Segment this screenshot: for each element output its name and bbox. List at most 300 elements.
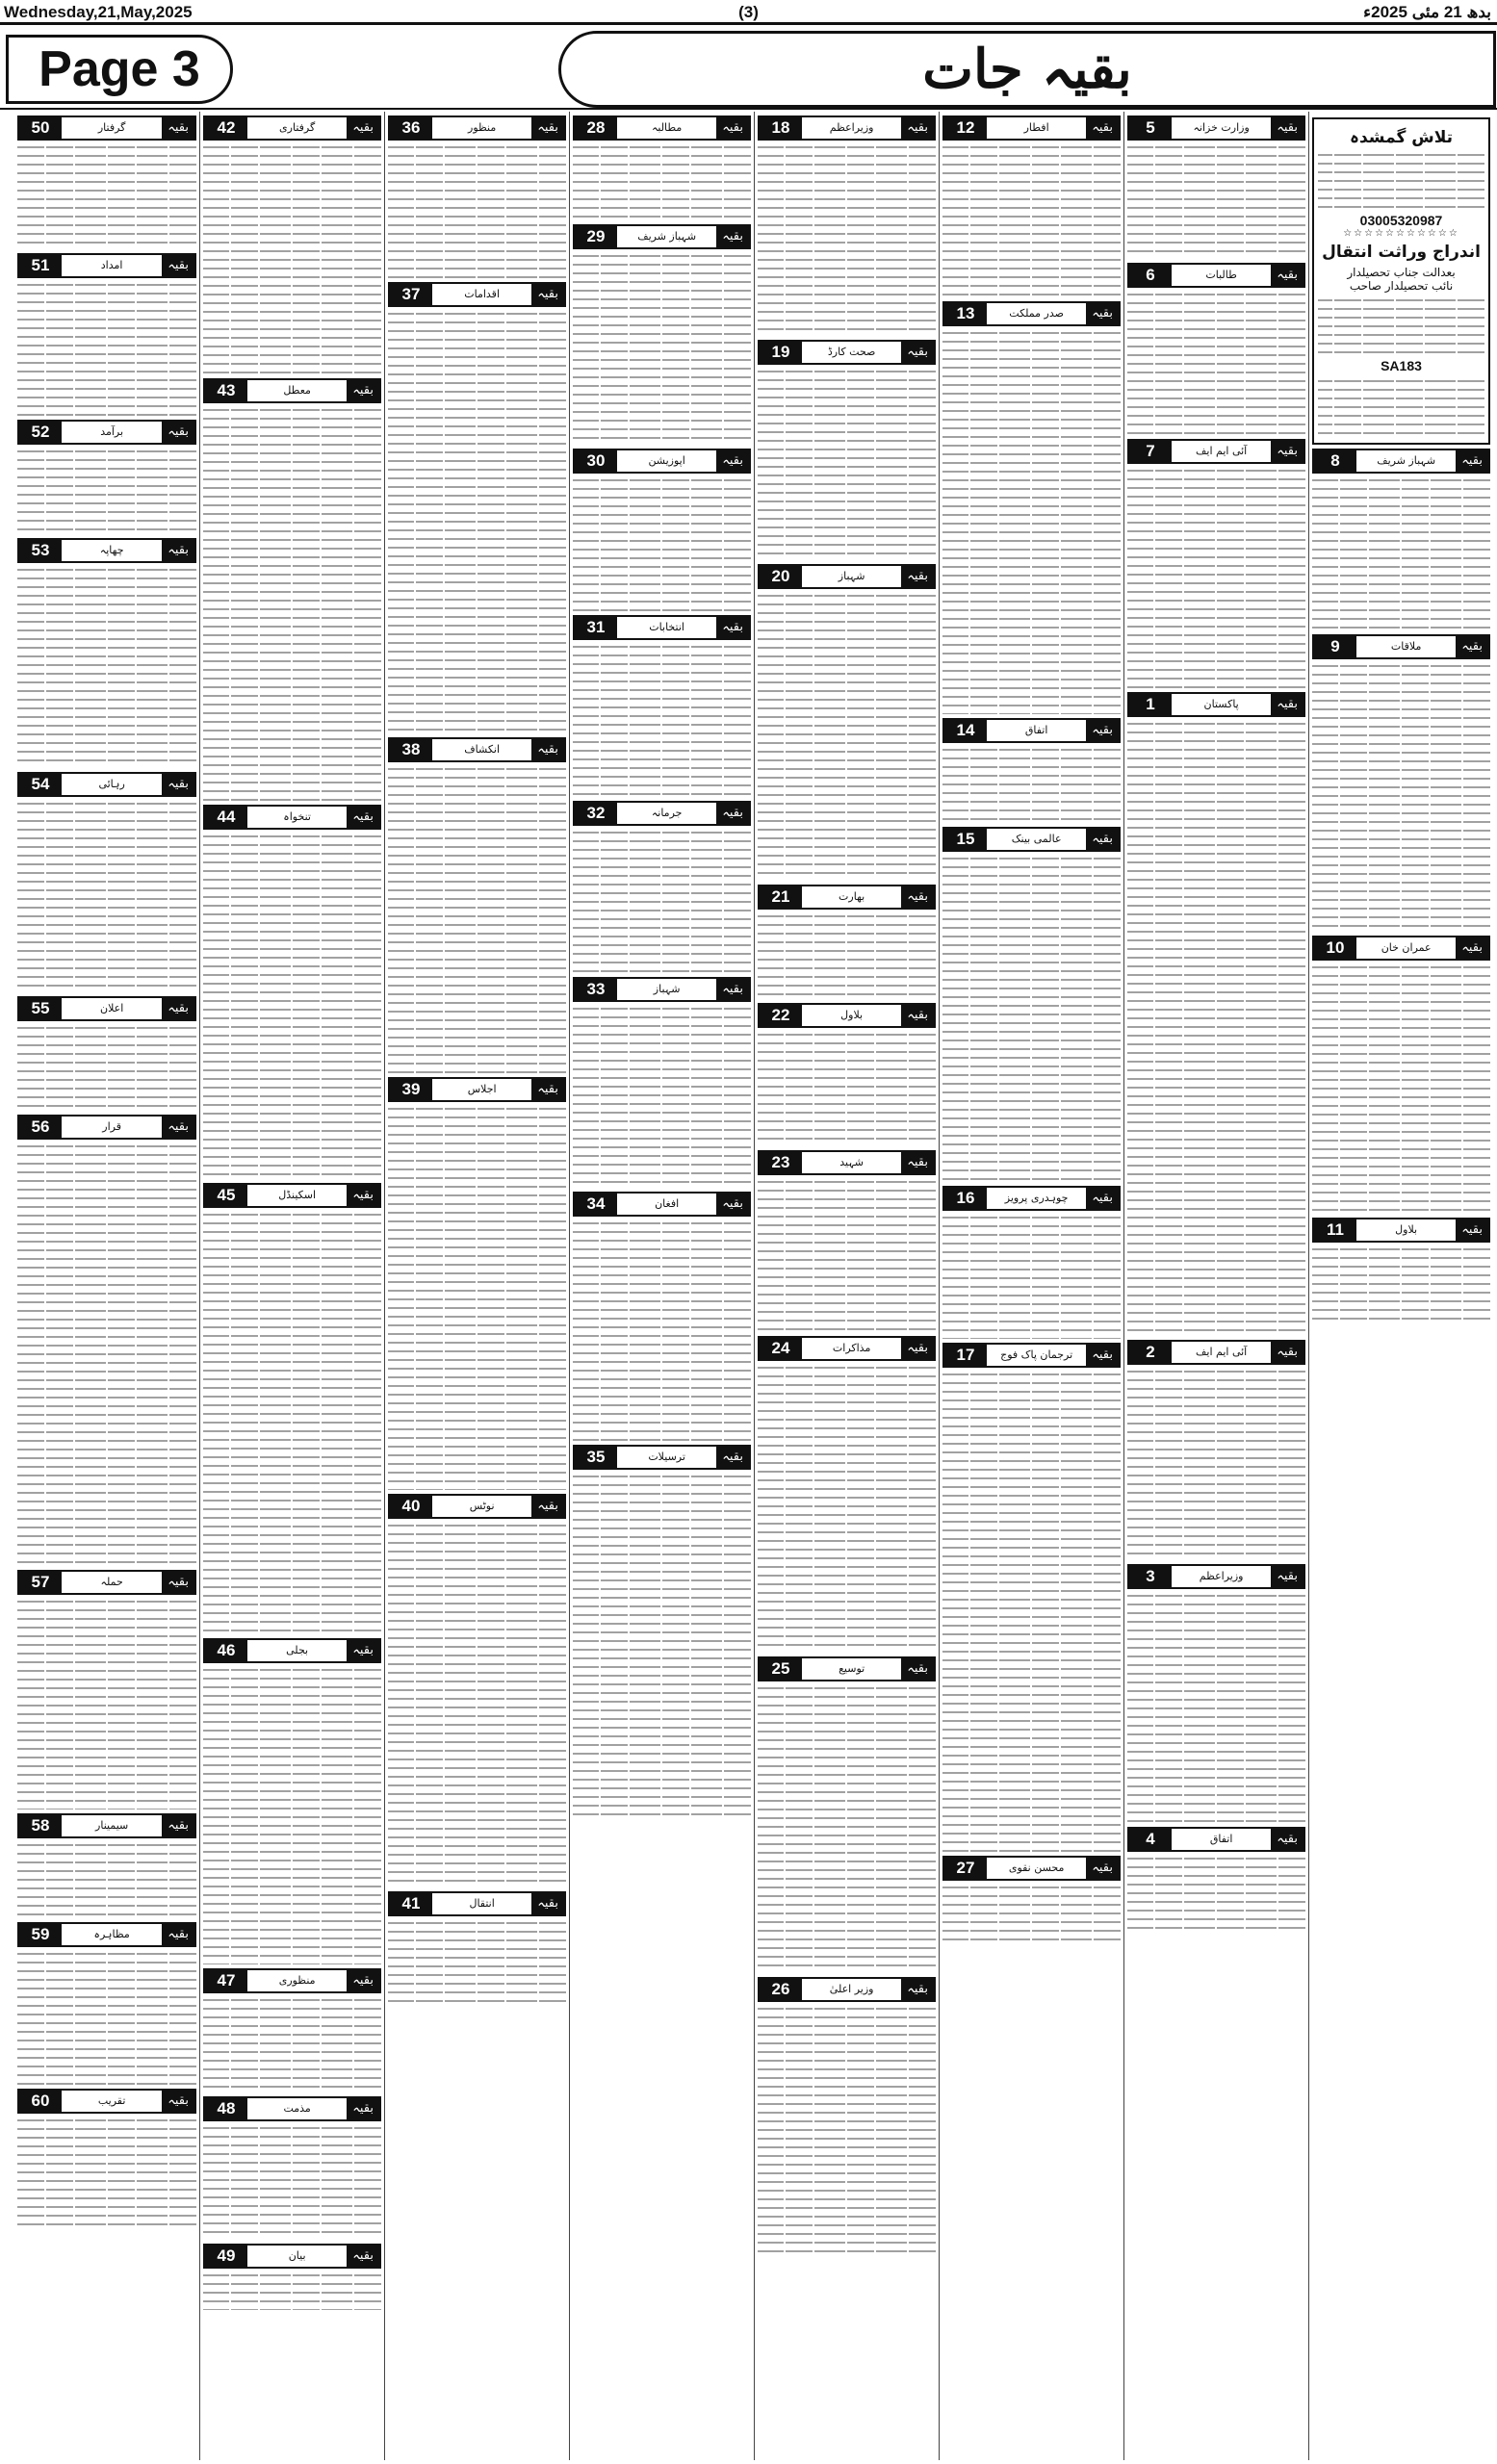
dateline [0, 0, 1497, 25]
baqiya-body-text [17, 1841, 196, 1918]
baqiya-number: 55 [19, 998, 62, 1019]
baqiya-header [942, 827, 1121, 852]
classified-lost-title: تلاش گمشدہ [1349, 128, 1454, 147]
baqiya-topic: بجلی [286, 1644, 309, 1656]
baqiya-item [758, 1336, 936, 1653]
baqiya-header [942, 1856, 1121, 1881]
urdu-date: بدھ 21 مئی 2025ء [1363, 3, 1491, 21]
baqiya-number: 58 [19, 1815, 62, 1836]
baqiya-header [388, 1077, 566, 1102]
baqiya-item [17, 996, 196, 1111]
baqiya-number: 37 [390, 284, 432, 305]
baqiya-header [17, 538, 196, 563]
baqiya-item [388, 282, 566, 733]
baqiya-number: 25 [760, 1658, 802, 1680]
baqiya-topic: شہباز [838, 570, 865, 582]
baqiya-label: بقیہ [1271, 1566, 1303, 1587]
baqiya-item [758, 564, 936, 881]
baqiya-header [203, 1183, 381, 1208]
baqiya-number: 46 [205, 1640, 247, 1661]
baqiya-body-text [17, 1024, 196, 1111]
baqiya-label: بقیہ [1271, 1829, 1303, 1850]
baqiya-item [203, 1638, 381, 1964]
baqiya-topic: صدر مملکت [1009, 307, 1064, 320]
baqiya-header [1127, 116, 1305, 141]
baqiya-item [1312, 634, 1490, 932]
baqiya-number: 54 [19, 774, 62, 795]
baqiya-topic: نوٹس [469, 1500, 495, 1512]
baqiya-header [942, 116, 1121, 141]
baqiya-item [573, 449, 751, 611]
baqiya-header [758, 1656, 936, 1681]
baqiya-number: 52 [19, 422, 62, 443]
baqiya-label: بقیہ [1271, 694, 1303, 715]
baqiya-label: بقیہ [716, 1447, 749, 1468]
baqiya-number: 30 [575, 450, 617, 472]
baqiya-number: 10 [1314, 937, 1356, 959]
baqiya-topic: چھاپہ [99, 544, 124, 556]
baqiya-number: 27 [944, 1858, 987, 1879]
news-column [199, 112, 384, 2460]
baqiya-header [758, 116, 936, 141]
baqiya-label: بقیہ [347, 1640, 379, 1661]
baqiya-label: بقیہ [1271, 1342, 1303, 1363]
baqiya-header [17, 1922, 196, 1947]
baqiya-number: 15 [944, 829, 987, 850]
baqiya-number: 7 [1129, 441, 1172, 462]
baqiya-header [573, 116, 751, 141]
baqiya-body-text [758, 1178, 936, 1332]
baqiya-label: بقیہ [1086, 720, 1119, 741]
baqiya-topic: مذاکرات [832, 1342, 871, 1354]
baqiya-body-text [388, 1522, 566, 1887]
baqiya-body-text [573, 1005, 751, 1188]
baqiya-number: 28 [575, 117, 617, 139]
baqiya-number: 59 [19, 1924, 62, 1945]
baqiya-item [758, 885, 936, 999]
baqiya-header [17, 2089, 196, 2114]
baqiya-item [17, 116, 196, 249]
baqiya-topic: اعلان [100, 1002, 124, 1014]
baqiya-header [573, 1192, 751, 1217]
baqiya-item [17, 1570, 196, 1810]
classified-ad-lost [1312, 117, 1490, 445]
classified-phone: 03005320987 [1359, 213, 1443, 228]
baqiya-body-text [573, 1219, 751, 1441]
baqiya-topic: مطالبہ [651, 121, 683, 134]
baqiya-item [1127, 692, 1305, 1336]
baqiya-body-text [203, 2272, 381, 2310]
baqiya-header [758, 1977, 936, 2002]
baqiya-item [203, 116, 381, 374]
baqiya-number: 44 [205, 807, 247, 828]
baqiya-header [942, 718, 1121, 743]
baqiya-body-text [17, 2117, 196, 2232]
baqiya-label: بقیہ [716, 1194, 749, 1215]
news-column [754, 112, 939, 2460]
baqiya-header [573, 224, 751, 249]
baqiya-label: بقیہ [716, 450, 749, 472]
baqiya-item [17, 1922, 196, 2085]
baqiya-label: بقیہ [347, 1970, 379, 1991]
baqiya-header [1312, 634, 1490, 659]
baqiya-header [203, 805, 381, 830]
baqiya-topic: وزارت خزانہ [1193, 121, 1250, 134]
baqiya-body-text [758, 2005, 936, 2255]
baqiya-item [942, 1856, 1121, 1941]
baqiya-number: 38 [390, 739, 432, 760]
baqiya-body-text [17, 143, 196, 249]
baqiya-number: 34 [575, 1194, 617, 1215]
baqiya-label: بقیہ [162, 255, 194, 276]
baqiya-number: 32 [575, 803, 617, 824]
baqiya-header [17, 1570, 196, 1595]
baqiya-item [573, 224, 751, 445]
baqiya-number: 56 [19, 1116, 62, 1138]
baqiya-item [1312, 936, 1490, 1214]
baqiya-item [758, 1003, 936, 1146]
news-column [384, 112, 569, 2460]
baqiya-label: بقیہ [901, 342, 934, 363]
baqiya-body-text [203, 2124, 381, 2240]
baqiya-topic: جرمانہ [651, 807, 683, 819]
baqiya-topic: بلاول [1395, 1223, 1418, 1236]
baqiya-header [573, 449, 751, 474]
news-column [14, 112, 199, 2460]
baqiya-label: بقیہ [1271, 117, 1303, 139]
baqiya-item [388, 1494, 566, 1887]
baqiya-item [1127, 1564, 1305, 1823]
baqiya-header [758, 1003, 936, 1028]
english-date: Wednesday,21,May,2025 [4, 3, 193, 21]
baqiya-label: بقیہ [531, 1893, 564, 1914]
baqiya-item [573, 977, 751, 1188]
baqiya-header [942, 1343, 1121, 1368]
classified-transfer-title: اندراج وراثت انتقال [1322, 243, 1481, 262]
baqiya-topic: رہائی [98, 778, 125, 790]
baqiya-header [203, 2096, 381, 2121]
baqiya-body-text [573, 829, 751, 973]
baqiya-label: بقیہ [1271, 441, 1303, 462]
baqiya-label: بقیہ [347, 380, 379, 401]
baqiya-label: بقیہ [531, 284, 564, 305]
baqiya-topic: شہباز شریف [1377, 454, 1436, 467]
baqiya-header [17, 1813, 196, 1838]
classified-column [1308, 112, 1493, 2460]
baqiya-header [573, 801, 751, 826]
baqiya-header [758, 564, 936, 589]
baqiya-header [1312, 936, 1490, 961]
baqiya-label: بقیہ [1086, 303, 1119, 324]
baqiya-number: 14 [944, 720, 987, 741]
baqiya-body-text [942, 329, 1121, 714]
baqiya-header [17, 1115, 196, 1140]
page-number: (3) [738, 3, 759, 21]
baqiya-topic: بیان [288, 2249, 306, 2262]
baqiya-number: 13 [944, 303, 987, 324]
baqiya-number: 6 [1129, 265, 1172, 286]
baqiya-item [1312, 1218, 1490, 1322]
baqiya-item [1312, 449, 1490, 630]
baqiya-label: بقیہ [901, 1005, 934, 1026]
baqiya-header [1127, 1564, 1305, 1589]
baqiya-topic: صحت کارڈ [827, 346, 876, 358]
baqiya-topic: اسکینڈل [278, 1189, 317, 1201]
baqiya-header [758, 1150, 936, 1175]
baqiya-header [17, 772, 196, 797]
baqiya-item [758, 1150, 936, 1332]
baqiya-label: بقیہ [716, 979, 749, 1000]
baqiya-label: بقیہ [531, 1079, 564, 1100]
baqiya-label: بقیہ [1456, 937, 1488, 959]
baqiya-number: 36 [390, 117, 432, 139]
baqiya-body-text [203, 406, 381, 801]
baqiya-number: 47 [205, 1970, 247, 1991]
baqiya-body-text [1127, 1592, 1305, 1823]
baqiya-header [388, 1494, 566, 1519]
baqiya-header [388, 737, 566, 762]
baqiya-item [203, 2244, 381, 2310]
baqiya-body-text [203, 1666, 381, 1964]
baqiya-header [17, 253, 196, 278]
baqiya-label: بقیہ [162, 2091, 194, 2112]
baqiya-item [388, 1077, 566, 1490]
baqiya-body-text [1312, 963, 1490, 1214]
baqiya-item [1127, 439, 1305, 688]
baqiya-topic: منظوری [278, 1974, 316, 1987]
baqiya-item [1127, 116, 1305, 259]
baqiya-header [1127, 439, 1305, 464]
baqiya-header [942, 1186, 1121, 1211]
baqiya-item [17, 2089, 196, 2232]
baqiya-item [942, 827, 1121, 1182]
baqiya-topic: شہباز [653, 983, 681, 995]
baqiya-topic: قرار [102, 1120, 121, 1133]
baqiya-body-text [203, 1996, 381, 2092]
baqiya-item [203, 1183, 381, 1634]
baqiya-label: بقیہ [1456, 636, 1488, 657]
baqiya-item [942, 116, 1121, 297]
baqiya-item [203, 1968, 381, 2092]
baqiya-label: بقیہ [347, 117, 379, 139]
classified-plate: SA183 [1381, 358, 1422, 373]
baqiya-topic: مظاہرہ [93, 1928, 130, 1940]
baqiya-body-text [1127, 720, 1305, 1336]
baqiya-topic: تقریب [97, 2094, 126, 2107]
baqiya-number: 40 [390, 1496, 432, 1517]
baqiya-header [203, 1638, 381, 1663]
baqiya-number: 42 [205, 117, 247, 139]
baqiya-topic: انتقال [469, 1897, 495, 1910]
baqiya-topic: توسیع [839, 1662, 865, 1675]
baqiya-number: 41 [390, 1893, 432, 1914]
baqiya-label: بقیہ [901, 886, 934, 908]
baqiya-item [1127, 263, 1305, 435]
baqiya-label: بقیہ [531, 117, 564, 139]
page-label: Page 3 [6, 35, 233, 104]
baqiya-label: بقیہ [1086, 1345, 1119, 1366]
masthead [0, 27, 1497, 110]
baqiya-topic: گرفتار [97, 121, 126, 134]
baqiya-header [573, 1445, 751, 1470]
baqiya-topic: منظور [468, 121, 497, 134]
baqiya-label: بقیہ [162, 1924, 194, 1945]
baqiya-label: بقیہ [1086, 829, 1119, 850]
news-column [569, 112, 754, 2460]
baqiya-number: 17 [944, 1345, 987, 1366]
baqiya-number: 3 [1129, 1566, 1172, 1587]
baqiya-number: 51 [19, 255, 62, 276]
baqiya-body-text [17, 566, 196, 768]
baqiya-body-text [573, 252, 751, 445]
baqiya-number: 45 [205, 1185, 247, 1206]
baqiya-number: 23 [760, 1152, 802, 1173]
baqiya-item [17, 1813, 196, 1918]
baqiya-body-text [17, 800, 196, 992]
baqiya-number: 9 [1314, 636, 1356, 657]
baqiya-topic: بھارت [839, 890, 865, 903]
baqiya-label: بقیہ [901, 1338, 934, 1359]
baqiya-number: 31 [575, 617, 617, 638]
baqiya-topic: شہید [839, 1156, 865, 1168]
baqiya-item [942, 718, 1121, 823]
baqiya-topic: پاکستان [1203, 698, 1239, 710]
news-column [939, 112, 1123, 2460]
baqiya-body-text [388, 143, 566, 278]
baqiya-topic: انکشاف [464, 743, 501, 756]
baqiya-item [942, 1343, 1121, 1852]
baqiya-item [17, 1115, 196, 1566]
baqiya-number: 35 [575, 1447, 617, 1468]
baqiya-header [17, 420, 196, 445]
baqiya-body-text [573, 1473, 751, 1819]
baqiya-number: 1 [1129, 694, 1172, 715]
baqiya-number: 2 [1129, 1342, 1172, 1363]
baqiya-header [1312, 1218, 1490, 1243]
baqiya-topic: شہباز شریف [637, 230, 697, 243]
baqiya-label: بقیہ [1456, 450, 1488, 472]
baqiya-header [942, 301, 1121, 326]
baqiya-body-text [1127, 291, 1305, 435]
baqiya-header [388, 116, 566, 141]
baqiya-label: بقیہ [1271, 265, 1303, 286]
baqiya-body-text [942, 143, 1121, 297]
baqiya-header [758, 1336, 936, 1361]
baqiya-item [388, 737, 566, 1073]
baqiya-header [1127, 1827, 1305, 1852]
baqiya-topic: اتفاق [1209, 1833, 1233, 1845]
baqiya-topic: انتخابات [649, 621, 684, 633]
baqiya-label: بقیہ [162, 1572, 194, 1593]
baqiya-label: بقیہ [1086, 1858, 1119, 1879]
baqiya-body-text [942, 1214, 1121, 1339]
baqiya-label: بقیہ [1086, 117, 1119, 139]
baqiya-header [203, 2244, 381, 2269]
baqiya-body-text [388, 1105, 566, 1490]
baqiya-topic: حملہ [100, 1576, 123, 1588]
baqiya-number: 12 [944, 117, 987, 139]
baqiya-number: 26 [760, 1979, 802, 2000]
baqiya-label: بقیہ [901, 1979, 934, 2000]
baqiya-number: 39 [390, 1079, 432, 1100]
baqiya-topic: طالبات [1205, 269, 1237, 281]
baqiya-topic: افطار [1023, 121, 1049, 134]
baqiya-topic: چوہدری پرویز [1004, 1192, 1069, 1204]
baqiya-label: بقیہ [162, 1116, 194, 1138]
baqiya-number: 50 [19, 117, 62, 139]
baqiya-header [758, 340, 936, 365]
baqiya-body-text [758, 1364, 936, 1653]
baqiya-topic: آئی ایم ایف [1196, 1346, 1248, 1358]
baqiya-header [203, 1968, 381, 1993]
baqiya-number: 53 [19, 540, 62, 561]
baqiya-body-text [203, 833, 381, 1179]
baqiya-topic: تنخواہ [283, 810, 311, 823]
baqiya-label: بقیہ [901, 566, 934, 587]
baqiya-header [758, 885, 936, 910]
baqiya-body-text [1127, 1855, 1305, 1932]
baqiya-topic: برآمد [100, 425, 124, 438]
baqiya-item [573, 1192, 751, 1441]
baqiya-item [758, 340, 936, 560]
baqiya-label: بقیہ [716, 117, 749, 139]
baqiya-number: 18 [760, 117, 802, 139]
baqiya-topic: افغان [655, 1197, 680, 1210]
baqiya-body-text [758, 1031, 936, 1146]
baqiya-label: بقیہ [531, 739, 564, 760]
baqiya-item [1127, 1340, 1305, 1560]
baqiya-item [573, 1445, 751, 1819]
baqiya-body-text [17, 448, 196, 534]
baqiya-topic: عمران خان [1381, 941, 1432, 954]
baqiya-item [17, 772, 196, 992]
baqiya-header [388, 282, 566, 307]
baqiya-item [17, 420, 196, 534]
baqiya-body-text [203, 143, 381, 374]
baqiya-item [203, 2096, 381, 2240]
baqiya-number: 49 [205, 2246, 247, 2267]
ad-text [1318, 377, 1484, 435]
baqiya-body-text [758, 368, 936, 560]
baqiya-label: بقیہ [716, 803, 749, 824]
baqiya-label: بقیہ [162, 1815, 194, 1836]
baqiya-body-text [17, 1950, 196, 2085]
baqiya-item [17, 253, 196, 416]
baqiya-label: بقیہ [162, 117, 194, 139]
baqiya-item [203, 378, 381, 801]
baqiya-topic: آئی ایم ایف [1196, 445, 1248, 457]
baqiya-item [758, 1977, 936, 2255]
baqiya-label: بقیہ [1456, 1219, 1488, 1241]
baqiya-number: 60 [19, 2091, 62, 2112]
baqiya-item [942, 301, 1121, 714]
baqiya-body-text [942, 855, 1121, 1182]
baqiya-topic: معطل [283, 384, 311, 397]
baqiya-body-text [942, 746, 1121, 823]
baqiya-number: 4 [1129, 1829, 1172, 1850]
baqiya-header [388, 1891, 566, 1916]
baqiya-number: 20 [760, 566, 802, 587]
baqiya-number: 57 [19, 1572, 62, 1593]
baqiya-topic: اتفاق [1024, 724, 1048, 736]
baqiya-topic: عالمی بینک [1011, 833, 1062, 845]
baqiya-topic: ترجمان پاک فوج [1000, 1348, 1073, 1361]
ad-text [1318, 151, 1484, 209]
baqiya-topic: بلاول [840, 1009, 864, 1021]
baqiya-item [203, 805, 381, 1179]
baqiya-number: 16 [944, 1188, 987, 1209]
baqiya-topic: اجلاس [467, 1083, 497, 1095]
